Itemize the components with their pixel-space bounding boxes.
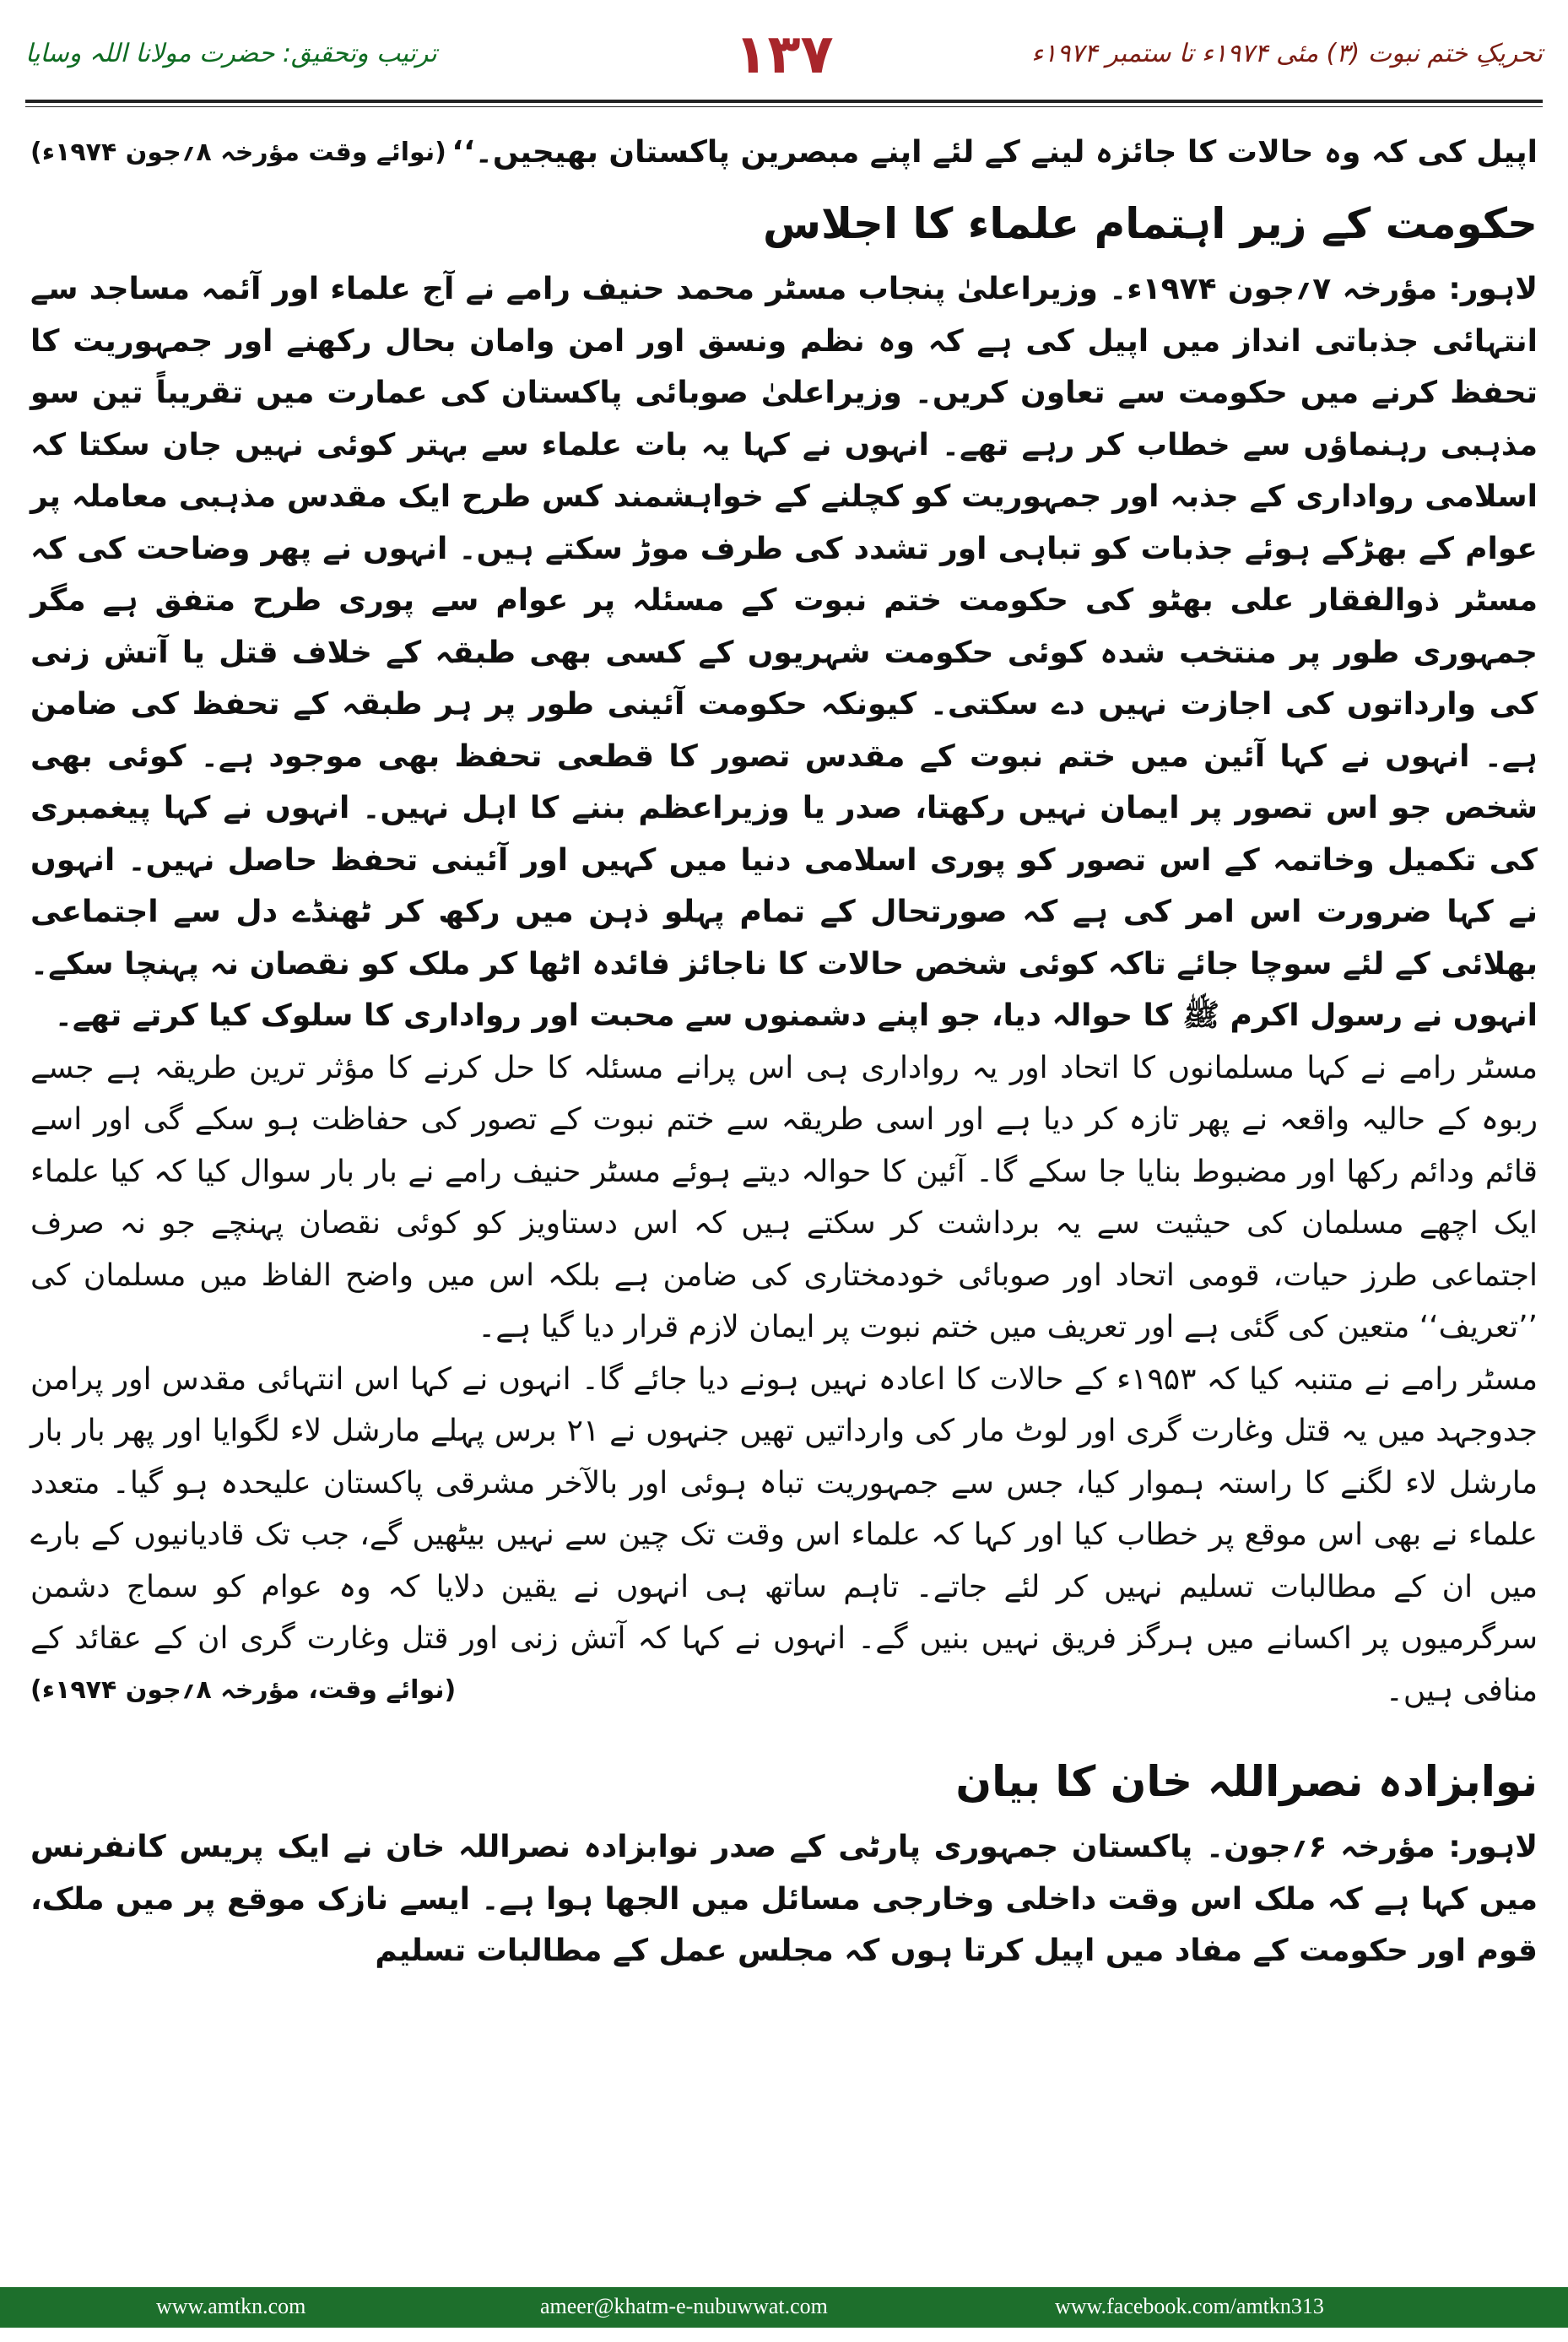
header-divider-thin — [25, 106, 1543, 107]
opening-line — [30, 127, 1538, 179]
compiler-credit: ترتیب وتحقیق: حضرت مولانا اللہ وسایا — [25, 39, 437, 68]
paragraph: لاہور: مؤرخہ ۷؍جون ۱۹۷۴ء۔ وزیراعلیٰ پنجاب مسٹر محمد حنیف رامے نے آج علماء اور آئمہ مساجد سے انتہائی جذباتی انداز میں اپیل کی ہے کہ وہ نظم ونسق اور امن وامان بحال رکھنے اور جمہوریت کا تحفظ کرنے میں حکومت سے تعاون کریں۔ وزیراعلیٰ صوبائی پاکستان کی عمارت میں تقریباً تین سو مذہبی رہنماؤں سے خطاب کر رہے تھے۔ انہوں نے کہا یہ بات علماء سے بہتر کوئی نہیں جان سکتا کہ اسلامی رواداری کے جذبہ اور جمہوریت کو کچلنے کے خواہشمند کس طرح ایک مقدس مذہبی معاملہ پر عوام کے بھڑکے ہوئے جذبات کو تباہی اور تشدد کی طرف موڑ سکتے ہیں۔ انہوں نے پھر وضاحت کی کہ مسٹر ذوالفقار علی بھٹو کی حکومت ختم نبوت کے مسئلہ پر عوام سے پوری طرح متفق ہے مگر جمہوری طور پر منتخب شدہ کوئی حکومت شہریوں کے کسی بھی طبقہ کے خلاف قتل یا آتش زنی کی وارداتوں کی اجازت نہیں دے سکتی۔ کیونکہ حکومت آئینی طور پر ہر طبقہ کے تحفظ کی ضامن ہے۔ انہوں نے کہا آئین میں ختم نبوت کے مقدس تصور کا قطعی تحفظ بھی موجود ہے۔ کوئی بھی شخص جو اس تصور پر ایمان نہیں رکھتا، صدر یا وزیراعظم بننے کا اہل نہیں۔ انہوں نے کہا پیغمبری کی تکمیل وخاتمہ کے اس تصور کو پوری اسلامی دنیا میں کہیں اور آئینی تحفظ حاصل نہیں۔ انہوں نے کہا ضرورت اس امر کی ہے کہ صورتحال کے تمام پہلو ذہن میں رکھ کر ٹھنڈے دل سے اجتماعی بھلائی کے لئے سوچا جائے تاکہ کوئی شخص حالات کا ناجائز فائدہ اٹھا کر ملک کو نقصان نہ پہنچا سکے۔ انہوں نے رسول اکرم ﷺ کا حوالہ دیا، جو اپنے دشمنوں سے محبت اور رواداری کا سلوک کیا کرتے تھے۔ — [30, 272, 1538, 1033]
source-citation — [30, 1664, 1538, 1717]
paragraph: لاہور: مؤرخہ ۶؍جون۔ پاکستان جمہوری پارٹی کے صدر نوابزادہ نصراللہ خان نے ایک پریس کانفرنس میں کہا ہے کہ ملک اس وقت داخلی وخارجی مسائل میں الجھا ہوا ہے۔ ایسے نازک موقع پر میں ملک، قوم اور حکومت کے مفاد میں اپیل کرتا ہوں کہ مجلس عمل کے مطالبات تسلیم — [30, 1830, 1538, 1968]
website-link[interactable]: www.amtkn.com — [156, 2294, 306, 2318]
book-title: تحریکِ ختم نبوت (۳) مئی ۱۹۷۴ء تا ستمبر ۱۹۷۴ء — [1031, 39, 1543, 68]
source-citation-text: (نوائے وقت، مؤرخہ ۸؍جون ۱۹۷۴ء) — [30, 1675, 457, 1705]
page-footer — [0, 2287, 1568, 2328]
opening-source: (نوائے وقت مؤرخہ ۸؍جون ۱۹۷۴ء) — [30, 138, 446, 167]
section-heading-nasrullah-khan: نوابزادہ نصراللہ خان کا بیان — [955, 1757, 1538, 1806]
email-link[interactable]: ameer@khatm-e-nubuwwat.com — [540, 2294, 828, 2318]
header-divider — [25, 100, 1543, 103]
page-number: ۱۳۷ — [734, 24, 834, 86]
paragraph: مسٹر رامے نے کہا مسلمانوں کا اتحاد اور یہ رواداری ہی اس پرانے مسئلہ کا حل کرنے کا مؤثر ترین طریقہ ہے جسے ربوہ کے حالیہ واقعہ نے پھر تازہ کر دیا ہے اور اسی طریقہ سے ختم نبوت کے تصور کی حفاظت ہو سکے گی اور اسے قائم ودائم رکھا اور مضبوط بنایا جا سکے گا۔ آئین کا حوالہ دیتے ہوئے مسٹر حنیف رامے نے بار بار سوال کیا کہ کیا علماء ایک اچھے مسلمان کی حیثیت سے یہ برداشت کر سکتے ہیں کہ اس دستاویز کو کوئی نقصان پہنچے جو نہ صرف اجتماعی طرز حیات، قومی اتحاد اور صوبائی خودمختاری کی ضامن ہے بلکہ اس میں واضح الفاظ میں مسلمان کی ’’تعریف‘‘ متعین کی گئی ہے اور تعریف میں ختم نبوت پر ایمان لازم قرار دیا گیا ہے۔ — [30, 1050, 1538, 1344]
opening-text: اپیل کی کہ وہ حالات کا جائزہ لینے کے لئے اپنے مبصرین پاکستان بھیجیں۔‘‘ — [451, 135, 1538, 170]
paragraph: مسٹر رامے نے متنبہ کیا کہ ۱۹۵۳ء کے حالات کا اعادہ نہیں ہونے دیا جائے گا۔ انہوں نے کہا اس انتہائی مقدس اور پرامن جدوجہد میں یہ قتل وغارت گری اور لوٹ مار کی وارداتیں تھیں جنہوں نے ۲۱ برس پہلے مارشل لاء لگوایا اور پھر بار بار مارشل لاء لگنے کا راستہ ہموار کیا، جس سے جمہوریت تباہ ہوئی اور بالآخر مشرقی پاکستان علیحدہ ہو گیا۔ متعدد علماء نے بھی اس موقع پر خطاب کیا اور کہا کہ علماء اس وقت تک چین سے نہیں بیٹھیں گے، جب تک قادیانیوں کے بارے میں ان کے مطالبات تسلیم نہیں کر لئے جاتے۔ تاہم ساتھ ہی انہوں نے یقین دلایا کہ وہ عوام کو سماج دشمن سرگرمیوں پر اکسانے میں ہرگز فریق نہیں بنیں گے۔ انہوں نے کہا کہ آتش زنی اور قتل وغارت گری ان کے عقائد کے منافی ہیں۔ — [30, 1361, 1538, 1708]
section-heading-ulema-meeting: حکومت کے زیر اہتمام علماء کا اجلاس — [762, 199, 1538, 248]
article-body — [30, 127, 1538, 1977]
facebook-link[interactable]: www.facebook.com/amtkn313 — [1055, 2294, 1324, 2318]
page-header — [25, 24, 1543, 91]
